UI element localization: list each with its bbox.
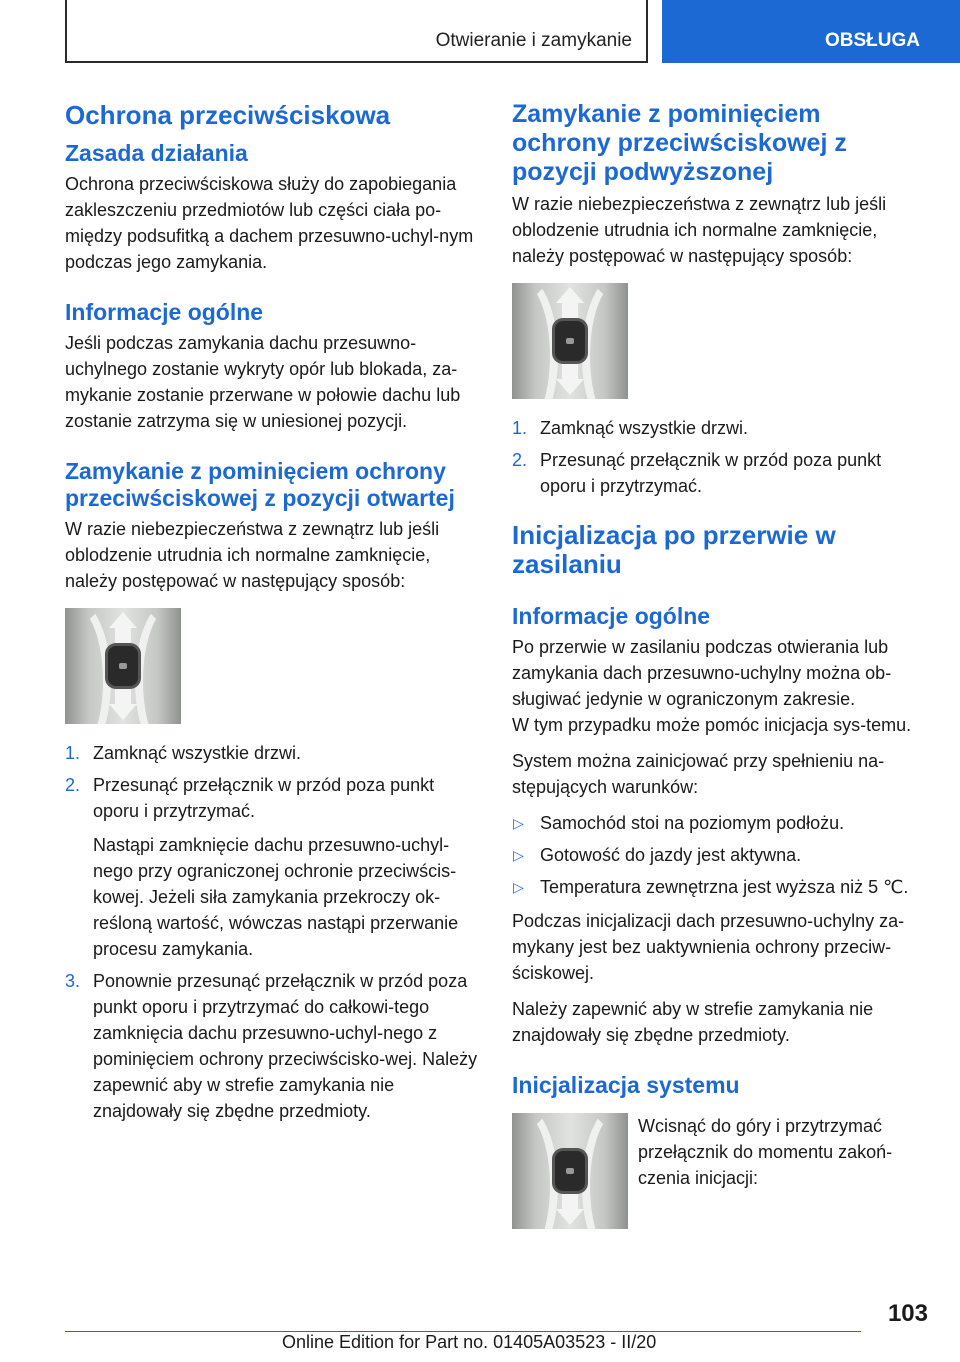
step-item: 3. Ponownie przesunąć przełącznik w przód poza punkt oporu i przytrzymać do całkowi-tego zamknięcia dachu przesuwno-uchyl-nego z pominięciem ochrony przeciwścisko-wej. Należy zapewnić aby w strefie zamykania nie znajdowały się zbędne przedmioty. (65, 971, 478, 1121)
list-item: ▷ Samochód stoi na poziomym podłożu. (512, 810, 925, 836)
section-title: OBSŁUGA (825, 30, 920, 51)
switch-icon (555, 321, 585, 361)
right-column (512, 100, 925, 1229)
switch-photo (65, 608, 181, 724)
main-heading: Ochrona przeciwściskowa (65, 100, 391, 130)
override-text: W razie niebezpieczeństwa z zewnątrz lub jeśli oblodzenie utrudnia ich normalne zamknięcie, należy postępować w następujący sposób: (65, 519, 440, 591)
system-text: Wcisnąć do góry i przytrzymać przełącznik do momentu zakoń-czenia inicjacji: (638, 1116, 893, 1188)
left-column (65, 100, 478, 1132)
chapter-title: Otwieranie i zamykanie (435, 30, 632, 51)
switch-icon (555, 1151, 585, 1191)
general-text: Jeśli podczas zamykania dachu przesuwno-uchylnego zostanie wykryty opór lub blokada, za-mykanie zostanie przerwane w połowie dachu lub zostanie zatrzyma się w uniesionej pozycji. (65, 333, 461, 431)
step-item: 1. Zamknąć wszystkie drzwi. (65, 743, 302, 763)
general-heading: Informacje ogólne (512, 603, 711, 629)
init-note-2: Należy zapewnić aby w strefie zamykania nie znajdowały się zbędne przedmioty. (512, 999, 874, 1045)
triangle-bullet-icon: ▷ (513, 815, 524, 831)
general-text: Po przerwie w zasilaniu podczas otwierania lub zamykania dach przesuwno-uchylny można ob-sługiwać jedynie w ograniczonym zakresie. (512, 637, 892, 709)
arrow-down-icon (556, 1209, 584, 1225)
switch-photo (512, 283, 628, 399)
init-heading: Inicjalizacja po przerwie w zasilaniu (512, 520, 836, 579)
page-number: 103 (887, 1300, 928, 1327)
override-heading: Zamykanie z pominięciem ochrony przeciwściskowej z pozycji otwartej (65, 458, 455, 511)
system-heading: Inicjalizacja systemu (512, 1072, 740, 1098)
chapter-tab (65, 0, 648, 63)
arrow-down-icon (556, 379, 584, 395)
general-text-2: W tym przypadku może pomóc inicjacja sys-temu. (512, 715, 912, 735)
arrow-down-icon (109, 704, 137, 720)
step-item: 2. Przesunąć przełącznik w przód poza punkt oporu i przytrzymać. Nastąpi zamknięcie dachu przesuwno-uchyl-nego przy ograniczonej ochronie przeciwścis-kowej. Jeżeli siła zamykania przekroczy ok-reśloną wartość, wówczas nastąpi przerwanie procesu zamykania. (65, 772, 478, 962)
step-item: 1. Zamknąć wszystkie drzwi. (512, 418, 749, 438)
footer-edition: Online Edition for Part no. 01405A03523 - II/20 (282, 1332, 657, 1352)
raised-text: W razie niebezpieczeństwa z zewnątrz lub jeśli oblodzenie utrudnia ich normalne zamknięcie, należy postępować w następujący sposób: (512, 194, 887, 266)
general-heading: Informacje ogólne (65, 299, 264, 325)
triangle-bullet-icon: ▷ (513, 879, 524, 895)
arrow-up-icon (109, 612, 137, 628)
switch-photo (512, 1113, 628, 1229)
arrow-up-icon (556, 287, 584, 303)
principle-heading: Zasada działania (65, 140, 248, 166)
step-item: 2. Przesunąć przełącznik w przód poza punkt oporu i przytrzymać. (512, 450, 882, 496)
page-header (65, 0, 960, 64)
init-row (512, 1113, 925, 1229)
step-note: Nastąpi zamknięcie dachu przesuwno-uchyl-nego przy ograniczonej ochronie przeciwścis-kowej. Jeżeli siła zamykania przekroczy ok-reśloną wartość, wówczas nastąpi przerwanie procesu zamykania. (93, 835, 459, 959)
switch-icon (108, 646, 138, 686)
list-item: ▷ Temperatura zewnętrzna jest wyższa niż 5 ℃. (512, 874, 925, 900)
left-steps-list (65, 740, 478, 1124)
right-steps-list (512, 415, 925, 499)
triangle-bullet-icon: ▷ (513, 847, 524, 863)
principle-text: Ochrona przeciwściskowa służy do zapobiegania zakleszczeniu przedmiotów lub części ciała po-między podsufitką a dachem przesuwno-uchyl-nym podczas jego zamykania. (65, 174, 474, 272)
raised-heading: Zamykanie z pominięciem ochrony przeciwściskowej z pozycji podwyższonej (512, 100, 847, 186)
conditions-list (512, 810, 925, 900)
list-item: ▷ Gotowość do jazdy jest aktywna. (512, 842, 925, 868)
init-note: Podczas inicjalizacji dach przesuwno-uchylny za-mykany jest bez uaktywnienia ochrony przeciw-ściskowej. (512, 911, 905, 983)
section-tab (662, 0, 960, 63)
conditions-intro: System można zainicjować przy spełnieniu na-stępujących warunków: (512, 751, 885, 797)
